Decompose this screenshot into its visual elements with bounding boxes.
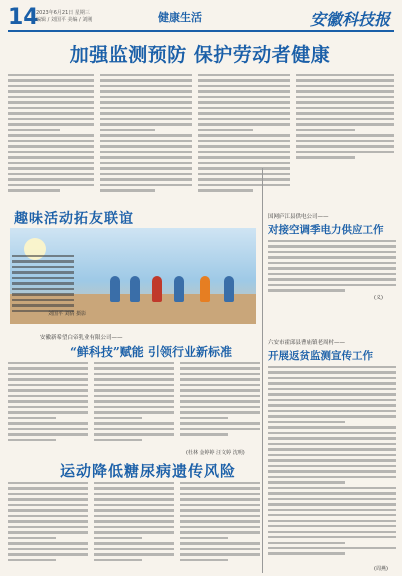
- text-line: [8, 504, 88, 506]
- section-name: 健康生活: [158, 11, 202, 24]
- text-line: [180, 548, 260, 550]
- text-line: [268, 503, 396, 505]
- text-line: [100, 79, 192, 81]
- text-line: [100, 156, 192, 158]
- text-line: [12, 304, 74, 306]
- text-line: [296, 90, 394, 92]
- text-line: [8, 167, 94, 169]
- story3-column-3: [180, 482, 260, 561]
- text-line: [198, 90, 290, 92]
- text-line: [8, 493, 88, 495]
- text-line: [296, 151, 394, 153]
- text-line: [8, 107, 94, 109]
- text-line: [94, 406, 174, 408]
- text-line: [198, 96, 290, 98]
- text-line: [268, 366, 396, 368]
- text-line: [198, 101, 290, 103]
- text-line: [268, 498, 396, 500]
- text-line: [8, 378, 88, 380]
- text-line: [268, 404, 396, 406]
- text-line: [180, 428, 260, 430]
- text-line: [296, 140, 394, 142]
- text-line: [12, 260, 74, 262]
- text-line: [268, 262, 396, 264]
- text-line: [94, 433, 174, 435]
- text-line: [268, 437, 396, 439]
- text-line: [268, 481, 345, 483]
- text-line: [8, 542, 88, 544]
- person-figure: [174, 276, 184, 302]
- text-line: [8, 498, 88, 500]
- text-line: [8, 156, 94, 158]
- text-line: [268, 552, 345, 554]
- text-line: [94, 422, 174, 424]
- story3-column-1: [8, 482, 88, 561]
- photo-caption: [12, 255, 74, 315]
- text-line: [8, 400, 88, 402]
- text-line: [198, 79, 290, 81]
- story2-kicker: 安徽新希望白帝乳业有限公司——: [40, 335, 123, 341]
- text-line: [8, 520, 88, 522]
- text-line: [94, 373, 174, 375]
- text-line: [268, 267, 396, 269]
- text-line: [94, 417, 142, 419]
- main-headline: 加强监测预防 保护劳动者健康: [69, 44, 331, 66]
- text-line: [94, 542, 174, 544]
- column-divider: [262, 168, 263, 573]
- text-line: [100, 85, 192, 87]
- text-line: [180, 400, 260, 402]
- text-line: [8, 123, 94, 125]
- text-line: [268, 410, 396, 412]
- right2-title: 开展返贫监测宣传工作: [268, 350, 373, 362]
- text-line: [94, 531, 174, 533]
- text-line: [100, 129, 155, 131]
- text-line: [198, 112, 290, 114]
- text-line: [8, 537, 56, 539]
- text-line: [268, 245, 396, 247]
- text-line: [296, 96, 394, 98]
- text-line: [8, 417, 56, 419]
- text-line: [100, 162, 192, 164]
- text-line: [8, 184, 94, 186]
- text-line: [8, 487, 88, 489]
- text-line: [8, 389, 88, 391]
- text-line: [198, 129, 253, 131]
- editor-line: 编辑 / 刘国平 美编 / 刘刚: [36, 17, 93, 23]
- text-line: [100, 189, 155, 191]
- text-line: [180, 482, 260, 484]
- right2-body: [268, 366, 396, 555]
- text-line: [268, 399, 396, 401]
- date-line: 2023年6月21日 星期三: [36, 10, 90, 16]
- text-line: [296, 79, 394, 81]
- story2-column-1: [8, 362, 88, 441]
- text-line: [8, 548, 88, 550]
- text-line: [268, 421, 345, 423]
- text-line: [94, 520, 174, 522]
- text-line: [268, 454, 396, 456]
- right1-kicker: 国网庐江县供电公司——: [268, 214, 329, 220]
- text-line: [268, 432, 396, 434]
- text-line: [8, 145, 94, 147]
- text-line: [268, 251, 396, 253]
- text-line: [12, 255, 74, 257]
- text-line: [296, 107, 394, 109]
- text-line: [180, 373, 260, 375]
- text-line: [100, 178, 192, 180]
- story2-column-2: [94, 362, 174, 441]
- text-line: [94, 378, 174, 380]
- story2-signature: (杜林 金婷婷 汪文婷 沈明): [186, 450, 245, 456]
- text-line: [268, 393, 396, 395]
- text-line: [268, 509, 396, 511]
- text-line: [8, 526, 88, 528]
- text-line: [94, 537, 142, 539]
- text-line: [268, 459, 396, 461]
- text-line: [100, 123, 192, 125]
- text-line: [180, 433, 228, 435]
- text-line: [198, 151, 290, 153]
- text-line: [180, 395, 260, 397]
- text-line: [94, 526, 174, 528]
- text-line: [94, 389, 174, 391]
- text-line: [8, 112, 94, 114]
- text-line: [198, 162, 290, 164]
- text-line: [198, 107, 290, 109]
- text-line: [296, 156, 355, 158]
- text-line: [180, 389, 260, 391]
- story2-column-3: [180, 362, 260, 436]
- text-line: [8, 178, 94, 180]
- person-figure: [152, 276, 162, 302]
- text-line: [268, 470, 396, 472]
- text-line: [268, 382, 396, 384]
- text-line: [8, 134, 94, 136]
- text-line: [12, 288, 74, 290]
- text-line: [8, 90, 94, 92]
- text-line: [296, 118, 394, 120]
- text-line: [100, 145, 192, 147]
- brand-logo: 安徽科技报: [309, 10, 390, 29]
- text-line: [100, 96, 192, 98]
- text-line: [268, 256, 396, 258]
- text-line: [8, 531, 88, 533]
- text-line: [180, 531, 260, 533]
- text-line: [8, 74, 94, 76]
- story3-title: 运动降低糖尿病遗传风险: [60, 462, 237, 480]
- photo-credit: 刘国平 刘倩 摄影: [48, 311, 87, 317]
- text-line: [198, 184, 290, 186]
- text-line: [12, 299, 74, 301]
- text-line: [268, 476, 396, 478]
- text-line: [198, 74, 290, 76]
- masthead: [8, 6, 394, 32]
- page-number: 14: [8, 5, 39, 30]
- text-line: [180, 504, 260, 506]
- article-column-1: [8, 74, 94, 192]
- text-line: [100, 151, 192, 153]
- text-line: [268, 377, 396, 379]
- text-line: [8, 173, 94, 175]
- text-line: [296, 101, 394, 103]
- text-line: [180, 378, 260, 380]
- text-line: [198, 173, 290, 175]
- text-line: [180, 411, 260, 413]
- text-line: [94, 362, 174, 364]
- text-line: [12, 271, 74, 273]
- text-line: [8, 189, 60, 191]
- text-line: [94, 493, 174, 495]
- text-line: [180, 537, 228, 539]
- text-line: [8, 367, 88, 369]
- text-line: [94, 482, 174, 484]
- text-line: [180, 417, 228, 419]
- text-line: [296, 112, 394, 114]
- text-line: [268, 273, 396, 275]
- text-line: [8, 553, 88, 555]
- text-line: [8, 395, 88, 397]
- text-line: [100, 173, 192, 175]
- text-line: [94, 367, 174, 369]
- text-line: [268, 278, 396, 280]
- text-line: [268, 284, 396, 286]
- text-line: [12, 266, 74, 268]
- text-line: [268, 547, 396, 549]
- text-line: [94, 411, 174, 413]
- text-line: [198, 123, 290, 125]
- text-line: [268, 289, 345, 291]
- right2-kicker: 六安市霍邱县曹庙镇老周村——: [268, 340, 346, 346]
- date-editor-meta: [36, 10, 92, 24]
- text-line: [8, 85, 94, 87]
- text-line: [268, 443, 396, 445]
- text-line: [8, 373, 88, 375]
- text-line: [94, 559, 142, 561]
- text-line: [268, 487, 396, 489]
- text-line: [94, 548, 174, 550]
- text-line: [198, 134, 290, 136]
- text-line: [8, 433, 88, 435]
- text-line: [198, 118, 290, 120]
- article-column-2: [100, 74, 192, 192]
- text-line: [180, 367, 260, 369]
- text-line: [94, 395, 174, 397]
- text-line: [94, 439, 142, 441]
- text-line: [100, 74, 192, 76]
- text-line: [296, 123, 394, 125]
- text-line: [12, 277, 74, 279]
- text-line: [180, 406, 260, 408]
- text-line: [268, 388, 396, 390]
- article-column-4: [296, 74, 394, 159]
- person-figure: [110, 276, 120, 302]
- text-line: [12, 293, 74, 295]
- text-line: [100, 140, 192, 142]
- text-line: [12, 282, 74, 284]
- text-line: [268, 531, 396, 533]
- text-line: [296, 85, 394, 87]
- text-line: [8, 79, 94, 81]
- text-line: [268, 415, 396, 417]
- text-line: [198, 85, 290, 87]
- text-line: [8, 428, 88, 430]
- feature-title: 趣味活动拓友联谊: [14, 211, 134, 227]
- text-line: [8, 422, 88, 424]
- text-line: [8, 439, 56, 441]
- text-line: [198, 189, 253, 191]
- text-line: [94, 498, 174, 500]
- text-line: [8, 384, 88, 386]
- text-line: [180, 553, 260, 555]
- text-line: [180, 559, 228, 561]
- right1-signature: (义): [374, 295, 383, 301]
- text-line: [198, 178, 290, 180]
- text-line: [8, 559, 56, 561]
- text-line: [100, 90, 192, 92]
- text-line: [100, 167, 192, 169]
- text-line: [180, 422, 260, 424]
- right1-title: 对接空调季电力供应工作: [268, 224, 384, 236]
- text-line: [268, 514, 396, 516]
- right1-body: [268, 240, 396, 292]
- text-line: [198, 140, 290, 142]
- text-line: [8, 96, 94, 98]
- text-line: [8, 129, 60, 131]
- article-column-3: [198, 74, 290, 192]
- text-line: [100, 118, 192, 120]
- text-line: [8, 140, 94, 142]
- text-line: [296, 134, 394, 136]
- text-line: [100, 107, 192, 109]
- story3-column-2: [94, 482, 174, 561]
- text-line: [180, 526, 260, 528]
- text-line: [94, 504, 174, 506]
- text-line: [94, 509, 174, 511]
- text-line: [180, 362, 260, 364]
- text-line: [8, 515, 88, 517]
- text-line: [268, 525, 396, 527]
- text-line: [198, 156, 290, 158]
- text-line: [8, 162, 94, 164]
- text-line: [180, 509, 260, 511]
- text-line: [180, 542, 260, 544]
- text-line: [8, 411, 88, 413]
- text-line: [94, 400, 174, 402]
- text-line: [8, 482, 88, 484]
- text-line: [94, 515, 174, 517]
- text-line: [8, 406, 88, 408]
- text-line: [8, 118, 94, 120]
- text-line: [100, 184, 192, 186]
- story2-title: “鲜科技”赋能 引领行业新标准: [70, 345, 232, 359]
- text-line: [94, 553, 174, 555]
- text-line: [268, 240, 396, 242]
- text-line: [8, 509, 88, 511]
- text-line: [198, 167, 290, 169]
- text-line: [268, 426, 396, 428]
- text-line: [94, 428, 174, 430]
- text-line: [268, 536, 396, 538]
- person-figure: [200, 276, 210, 302]
- text-line: [94, 384, 174, 386]
- text-line: [296, 145, 394, 147]
- text-line: [100, 112, 192, 114]
- person-figure: [130, 276, 140, 302]
- text-line: [296, 74, 394, 76]
- text-line: [268, 520, 396, 522]
- text-line: [198, 145, 290, 147]
- text-line: [180, 384, 260, 386]
- text-line: [100, 101, 192, 103]
- text-line: [180, 498, 260, 500]
- text-line: [8, 101, 94, 103]
- text-line: [8, 151, 94, 153]
- text-line: [268, 371, 396, 373]
- text-line: [180, 493, 260, 495]
- text-line: [268, 448, 396, 450]
- text-line: [180, 515, 260, 517]
- text-line: [94, 487, 174, 489]
- text-line: [180, 520, 260, 522]
- text-line: [268, 492, 396, 494]
- text-line: [268, 465, 396, 467]
- person-figure: [224, 276, 234, 302]
- text-line: [100, 134, 192, 136]
- text-line: [268, 542, 345, 544]
- text-line: [180, 487, 260, 489]
- right2-signature: (周燕): [374, 566, 388, 572]
- text-line: [296, 129, 355, 131]
- text-line: [8, 362, 88, 364]
